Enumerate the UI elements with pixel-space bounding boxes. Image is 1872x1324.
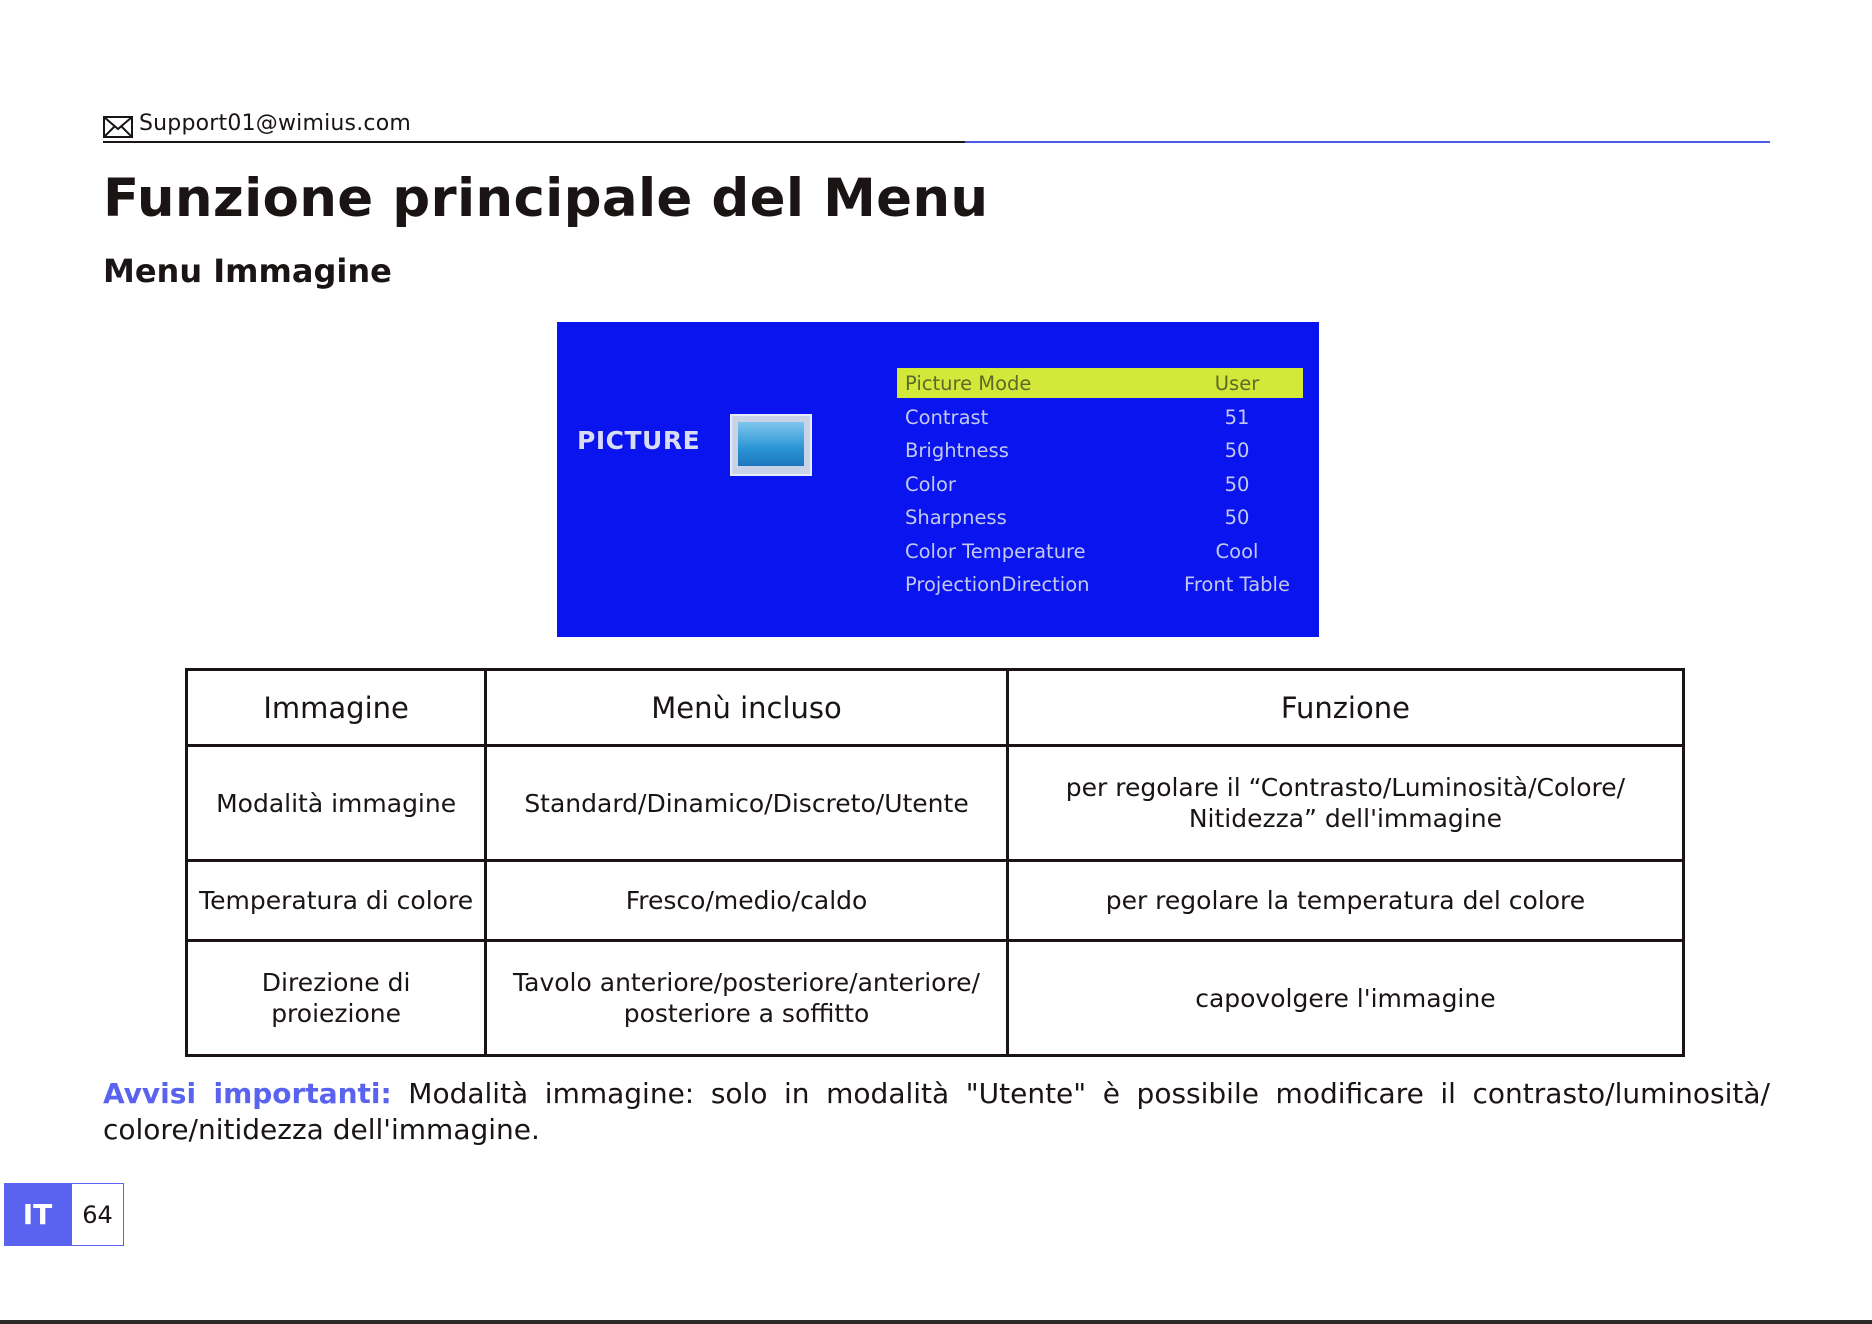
osd-row-value: 50 bbox=[1224, 472, 1250, 496]
table-cell: per regolare il “Contrasto/Luminosità/Colore/ Nitidezza” dell'immagine bbox=[1007, 746, 1683, 861]
picture-menu-table bbox=[185, 668, 1685, 1057]
osd-row-color-temperature bbox=[897, 536, 1303, 570]
support-email[interactable]: Support01@wimius.com bbox=[139, 111, 411, 136]
header-divider bbox=[103, 141, 965, 143]
table-cell: per regolare la temperatura del colore bbox=[1007, 861, 1683, 941]
osd-row-label: Brightness bbox=[905, 439, 1009, 462]
mail-icon bbox=[103, 116, 133, 138]
osd-row-label: Color bbox=[905, 472, 956, 496]
osd-row-value: 50 bbox=[1224, 439, 1250, 462]
table-cell: Temperatura di colore bbox=[187, 861, 486, 941]
picture-menu-screenshot bbox=[557, 322, 1319, 637]
column-header: Immagine bbox=[187, 670, 486, 746]
header-divider-accent bbox=[965, 141, 1770, 143]
column-header: Menù incluso bbox=[486, 670, 1008, 746]
osd-picture-label: PICTURE bbox=[577, 426, 701, 455]
osd-row-value: 50 bbox=[1224, 506, 1250, 529]
osd-settings-list bbox=[897, 368, 1303, 603]
tv-screen-icon bbox=[730, 414, 812, 476]
osd-row-value: Cool bbox=[1215, 539, 1259, 563]
table-row bbox=[187, 746, 1684, 861]
osd-row-label: Sharpness bbox=[905, 506, 1007, 529]
section-title: Menu Immagine bbox=[103, 252, 392, 290]
table-cell: Fresco/medio/caldo bbox=[486, 861, 1008, 941]
table-row bbox=[187, 941, 1684, 1056]
osd-row-color bbox=[897, 469, 1303, 503]
osd-row-picture-mode bbox=[897, 368, 1303, 398]
osd-row-label: Contrast bbox=[905, 405, 989, 429]
table-row bbox=[187, 861, 1684, 941]
osd-row-sharpness bbox=[897, 502, 1303, 536]
notice-lead: Avvisi importanti: bbox=[103, 1077, 392, 1110]
table-cell: capovolgere l'immagine bbox=[1007, 941, 1683, 1056]
page-number: 64 bbox=[71, 1183, 124, 1246]
notice-text: Modalità immagine: solo in modalità "Utente" è possibile modificare il contrasto/luminosità/ colore/nitidezza dell'immagine. bbox=[103, 1077, 1770, 1146]
osd-row-value: Front Table bbox=[1184, 573, 1290, 596]
osd-row-label: ProjectionDirection bbox=[905, 573, 1090, 596]
osd-row-brightness bbox=[897, 435, 1303, 469]
column-header: Funzione bbox=[1007, 670, 1683, 746]
osd-row-projection-direction bbox=[897, 569, 1303, 603]
osd-row-value: 51 bbox=[1224, 405, 1250, 429]
table-header-row bbox=[187, 670, 1684, 746]
page-bottom-edge bbox=[0, 1320, 1872, 1324]
osd-row-label: Picture Mode bbox=[905, 372, 1032, 395]
language-badge: IT bbox=[4, 1183, 71, 1246]
table-cell: Standard/Dinamico/Discreto/Utente bbox=[486, 746, 1008, 861]
table-cell: Modalità immagine bbox=[187, 746, 486, 861]
table-cell: Tavolo anteriore/posteriore/anteriore/ posteriore a soffitto bbox=[486, 941, 1008, 1056]
table-cell: Direzione di proiezione bbox=[187, 941, 486, 1056]
osd-row-label: Color Temperature bbox=[905, 539, 1086, 563]
osd-row-value: User bbox=[1214, 372, 1260, 395]
page-title: Funzione principale del Menu bbox=[103, 168, 989, 229]
page-header bbox=[103, 108, 1770, 144]
important-notice bbox=[103, 1076, 1770, 1148]
osd-row-contrast bbox=[897, 402, 1303, 436]
